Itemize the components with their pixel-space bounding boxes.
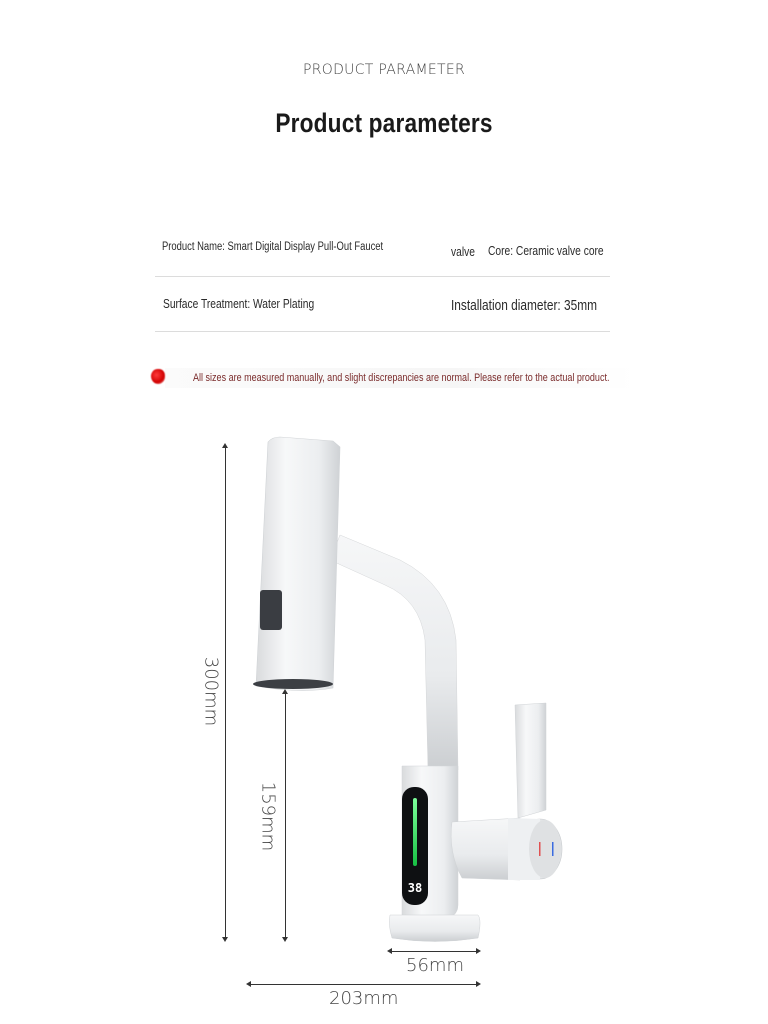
dimension-line-total-width bbox=[248, 984, 478, 985]
param-divider bbox=[155, 276, 610, 277]
arrow-right-icon bbox=[476, 948, 481, 954]
dimension-line-spout bbox=[285, 692, 286, 940]
arrow-up-icon bbox=[222, 443, 228, 448]
arrow-up-icon bbox=[282, 689, 288, 694]
section-eyebrow: PRODUCT PARAMETER bbox=[302, 62, 465, 78]
dimension-spout-height: 159mm bbox=[257, 781, 279, 852]
temperature-bar bbox=[413, 798, 417, 866]
dimension-base-width: 56mm bbox=[406, 955, 464, 976]
arrow-left-icon bbox=[246, 981, 251, 987]
dimension-height-total: 300mm bbox=[200, 656, 222, 727]
param-installation-diameter: Installation diameter: 35mm bbox=[451, 298, 598, 314]
dimension-line-base bbox=[390, 951, 478, 952]
notice-text: All sizes are measured manually, and slight discrepancies are normal. Please refer to the actual product. bbox=[193, 372, 610, 384]
arrow-right-icon bbox=[476, 981, 481, 987]
param-valve-core: Core: Ceramic valve core bbox=[488, 244, 604, 258]
param-divider bbox=[155, 331, 610, 332]
arrow-left-icon bbox=[387, 948, 392, 954]
param-product-name: Product Name: Smart Digital Display Pull-Out Faucet bbox=[162, 241, 384, 253]
arrow-down-icon bbox=[222, 937, 228, 942]
dimension-total-width: 203mm bbox=[329, 988, 399, 1009]
page-title: Product parameters bbox=[275, 108, 493, 138]
param-valve-prefix: valve bbox=[451, 245, 475, 259]
notice-dot-icon bbox=[151, 369, 165, 384]
faucet-image bbox=[240, 430, 580, 950]
dimension-line-height bbox=[225, 446, 226, 940]
temperature-readout: 38 bbox=[407, 881, 423, 895]
arrow-down-icon bbox=[282, 937, 288, 942]
param-surface-treatment: Surface Treatment: Water Plating bbox=[163, 297, 315, 311]
